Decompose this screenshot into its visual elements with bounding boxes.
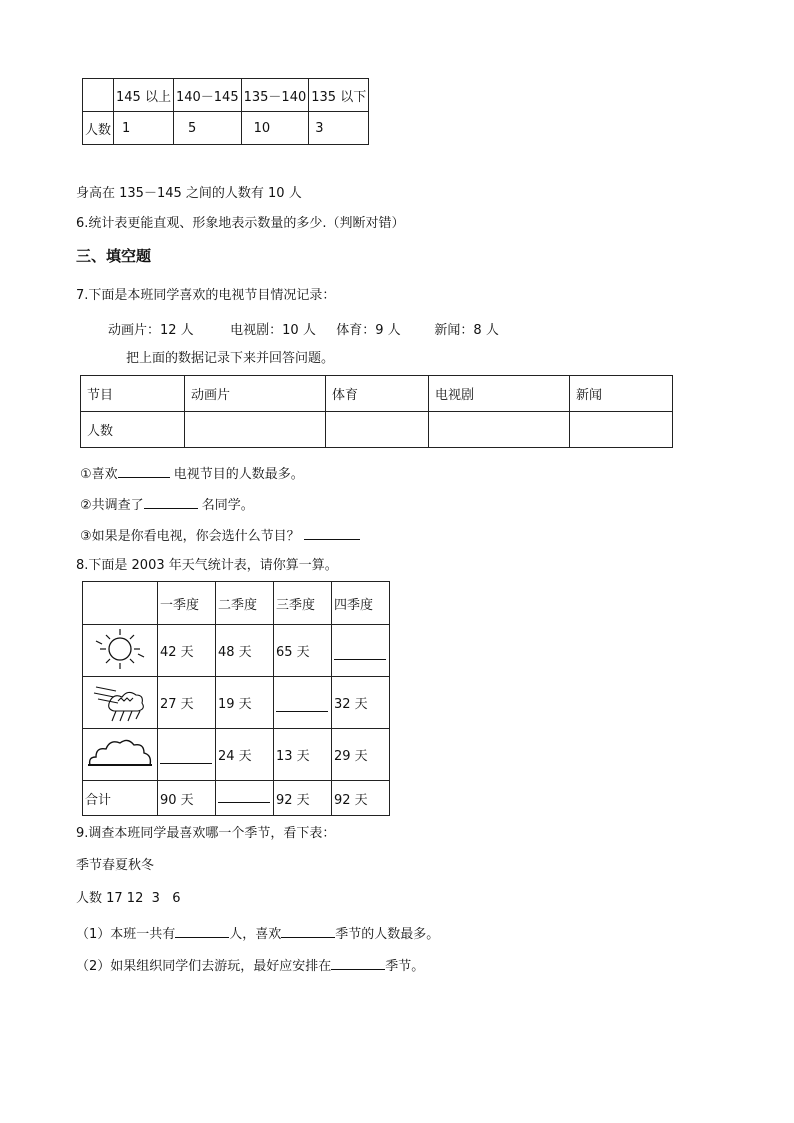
q9-sub1-blank2[interactable] [281,923,335,938]
q7-record: 动画片：12 人 [108,323,194,338]
q9-intro: 9.调查本班同学最喜欢哪一个季节，看下表： [76,826,336,841]
weather-table-corner [83,582,158,625]
weather-table-header: 四季度 [332,582,390,625]
weather-cell: 13 天 [274,729,332,781]
sun-icon [88,627,152,671]
q9-season-row: 季节春夏秋冬 [76,858,155,873]
weather-table [82,581,390,816]
weather-row-icon-cell [83,729,158,781]
height-table-corner [83,79,114,112]
weather-cell: 65 天 [274,625,332,677]
weather-blank-cell[interactable] [216,781,274,816]
height-table-value: 3 [309,112,369,145]
weather-total-cell: 92 天 [332,781,390,816]
weather-table-header: 一季度 [158,582,216,625]
q7-sub1 [80,463,304,484]
q7-sub1-blank[interactable] [118,463,170,478]
q9-sub2 [76,955,424,976]
weather-table-header: 二季度 [216,582,274,625]
q7-sub3-text: ③如果是你看电视，你会选什么节目？ [80,529,300,544]
q7-record: 新闻：8 人 [434,323,499,338]
q7-answer-cell[interactable] [429,412,570,448]
weather-row-icon-cell [83,677,158,729]
q7-sub2-before: ②共调查了 [80,498,144,513]
q7-table-header: 新闻 [570,376,673,412]
weather-total-label: 合计 [83,781,158,816]
weather-blank-cell[interactable] [274,677,332,729]
q7-table-header: 体育 [326,376,429,412]
q5-statement: 身高在 135－145 之间的人数有 10 人 [76,186,302,201]
weather-cell: 42 天 [158,625,216,677]
weather-row-icon-cell [83,625,158,677]
weather-blank-cell[interactable] [332,625,390,677]
weather-blank[interactable] [160,751,212,764]
q9-sub1-a: （1）本班一共有 [76,927,176,942]
weather-cell: 32 天 [332,677,390,729]
q7-sub1-before: ①喜欢 [80,467,118,482]
height-table-value: 10 [241,112,309,145]
q7-answer-cell[interactable] [326,412,429,448]
height-table-header: 140－145 [173,79,241,112]
weather-blank[interactable] [218,790,270,803]
q7-sub2-after: 名同学。 [197,498,254,513]
q9-sub2-a: （2）如果组织同学们去游玩，最好应安排在 [76,959,332,974]
height-table-header: 145 以上 [114,79,174,112]
q9-sub2-b: 季节。 [385,959,425,974]
rain-icon [88,679,152,723]
q7-table-header: 节目 [81,376,185,412]
height-table-header: 135 以下 [309,79,369,112]
weather-total-cell: 90 天 [158,781,216,816]
cloud-icon [86,735,154,771]
weather-blank[interactable] [334,647,386,660]
q7-record: 电视剧：10 人 [230,323,316,338]
q9-sub2-blank[interactable] [331,955,385,970]
weather-cell: 29 天 [332,729,390,781]
q7-table-header: 电视剧 [429,376,570,412]
weather-table-header: 三季度 [274,582,332,625]
q7-table-row-label: 人数 [81,412,185,448]
q7-instruction: 把上面的数据记录下来并回答问题。 [126,351,335,366]
q7-records [108,319,499,338]
q7-sub3 [80,525,360,546]
q7-sub3-blank[interactable] [304,525,360,540]
q7-sub2 [80,494,254,515]
q7-answer-cell[interactable] [570,412,673,448]
weather-blank-cell[interactable] [158,729,216,781]
weather-cell: 27 天 [158,677,216,729]
height-table-row-label: 人数 [83,112,114,145]
q7-sub1-after: 电视节目的人数最多。 [169,467,304,482]
q9-sub1-c: 季节的人数最多。 [335,927,440,942]
height-table-value: 5 [173,112,241,145]
q9-sub1-b: 人，喜欢 [229,927,282,942]
weather-cell: 19 天 [216,677,274,729]
weather-blank[interactable] [276,699,328,712]
q7-table [80,375,673,448]
q7-record: 体育：9 人 [336,323,401,338]
q7-sub2-blank[interactable] [144,494,198,509]
weather-total-cell: 92 天 [274,781,332,816]
q9-sub1-blank1[interactable] [175,923,229,938]
height-table-value: 1 [114,112,174,145]
height-table [82,78,369,145]
q9-count-row: 人数 17 12 3 6 [76,891,181,906]
q6-statement: 6.统计表更能直观、形象地表示数量的多少.（判断对错） [76,216,405,231]
section3-title: 三、填空题 [76,247,152,265]
q9-sub1 [76,923,439,944]
q7-table-header: 动画片 [185,376,326,412]
q7-answer-cell[interactable] [185,412,326,448]
weather-cell: 24 天 [216,729,274,781]
q7-intro: 7.下面是本班同学喜欢的电视节目情况记录： [76,288,336,303]
q8-intro: 8.下面是 2003 年天气统计表，请你算一算。 [76,558,338,573]
weather-cell: 48 天 [216,625,274,677]
height-table-header: 135－140 [241,79,309,112]
